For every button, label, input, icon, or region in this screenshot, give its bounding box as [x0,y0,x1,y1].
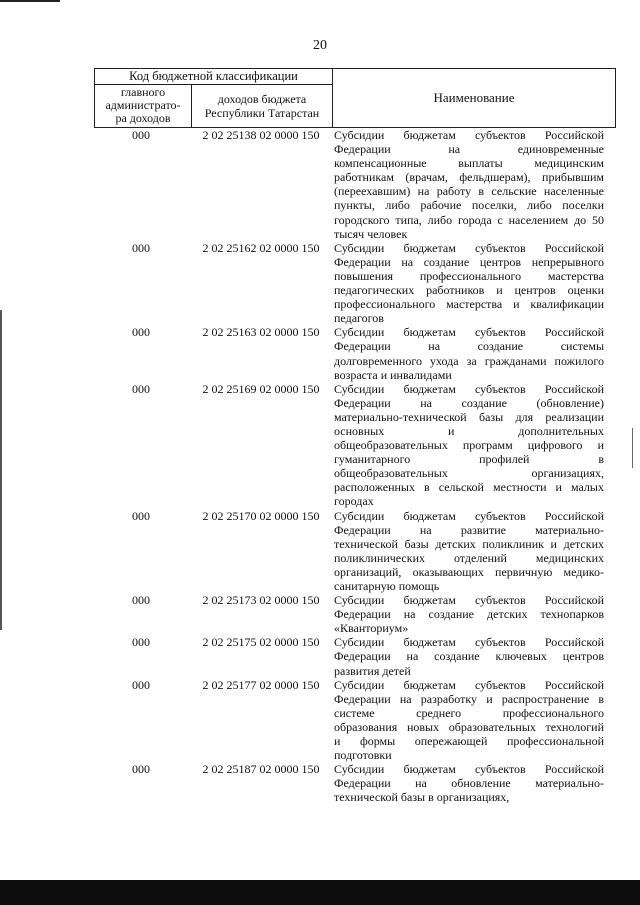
name-cell [334,382,604,509]
header-name-column: Наименование [433,90,515,105]
name-line: Федерации на создание центров непрерывного [334,254,604,269]
name-line: Федерации на создание ключевых центров [334,649,604,664]
admin-code-cell: 000 [132,508,150,523]
header-group-title: Код бюджетной классификации [95,69,333,85]
income-code-cell: 2 02 25173 02 0000 150 [202,593,320,608]
income-code-cell: 2 02 25177 02 0000 150 [202,677,320,692]
admin-code-cell: 000 [132,240,150,255]
name-line: Субсидии бюджетам субъектов Российской [334,240,604,255]
name-line: образования новых образовательных технологий [334,719,604,734]
header-income-column [192,85,333,127]
table-row [94,241,616,326]
name-line: педагогических работников и центров оценки [334,283,604,298]
name-line: основных и дополнительных [334,423,604,438]
name-line: Субсидии бюджетам субъектов Российской [334,325,604,340]
income-code-cell: 2 02 25138 02 0000 150 [202,128,320,142]
name-line: Федерации на единовременные [334,142,604,157]
name-line: «Кванториум» [334,621,409,636]
header-admin-line: администрато- [105,98,181,112]
scan-bottom-border [0,880,640,905]
admin-code-cell: 000 [132,325,150,340]
name-line: расположенных в сельской местности и малых [334,480,604,495]
name-line: Субсидии бюджетам субъектов Российской [334,762,604,777]
scan-mark-left-edge [0,310,2,630]
header-admin-line: главного [120,85,166,99]
header-admin-column [95,85,192,128]
table-header [94,68,616,128]
name-line: Федерации на создание системы [334,339,604,354]
name-line: технической базы детских поликлиник и детских [334,536,604,551]
name-line: Субсидии бюджетам субъектов Российской [334,677,604,692]
income-code-cell: 2 02 25187 02 0000 150 [202,762,320,777]
name-line: гуманитарного профилей в [334,452,604,467]
admin-code-cell: 000 [132,635,150,650]
name-line: профессионального мастерства и квалификации [334,297,604,312]
name-cell [334,128,604,241]
name-line: пункты, либо рабочие поселки, либо поселки [334,198,604,213]
name-line: Субсидии бюджетам субъектов Российской [334,635,604,650]
table-row [94,593,616,635]
name-line: Субсидии бюджетам субъектов Российской [334,593,604,608]
name-line: городах [334,494,374,509]
name-cell [334,593,604,635]
name-line: подготовки [334,748,392,763]
name-cell [334,762,604,804]
header-admin-line: ра доходов [115,111,171,125]
name-cell [334,635,604,677]
name-cell [334,678,604,763]
name-cell [334,509,604,594]
admin-code-cell: 000 [132,381,150,396]
admin-code-cell: 000 [132,593,150,608]
name-line: Федерации на разработку и распространение в [334,691,604,706]
name-cell [334,325,604,381]
income-code-cell: 2 02 25169 02 0000 150 [202,381,320,396]
header-income-line: Республики Татарстан [204,106,320,120]
income-code-cell: 2 02 25163 02 0000 150 [202,325,320,340]
name-line: педагогов [334,311,384,326]
table-row [94,128,616,241]
header-income-line: доходов бюджета [217,92,307,106]
table-body [94,128,616,805]
table-row [94,762,616,804]
name-line: работникам (врачам, фельдшерам), прибывшим [334,170,604,185]
table-row [94,382,616,509]
page-number: 20 [313,38,327,53]
name-line: материально-технической базы для реализации [334,409,604,424]
name-line: Федерации на создание детских технопарков [334,607,604,622]
name-line: компенсационные выплаты медицинским [334,156,604,171]
income-code-cell: 2 02 25162 02 0000 150 [202,240,320,255]
scan-mark-right-edge [632,428,633,468]
name-line: общеобразовательных организациях, [334,466,604,481]
name-line: технической базы в организациях, [334,790,510,805]
name-line: Федерации на создание (обновление) [334,395,604,410]
name-line: Субсидии бюджетам субъектов Российской [334,381,604,396]
name-line: Федерации на развитие материально- [334,522,604,537]
name-line: повышения профессионального мастерства [334,268,604,283]
name-line: и формы опережающей профессиональной [334,734,604,749]
name-line: организаций, оказывающих первичную медико- [334,564,604,579]
name-line: санитарную помощь [334,579,440,593]
admin-code-cell: 000 [132,677,150,692]
name-line: (переехавшим) на работу в сельские населенные [334,184,604,199]
income-code-cell: 2 02 25175 02 0000 150 [202,635,320,650]
name-cell [334,241,604,326]
budget-classification-table [94,68,616,805]
name-line: поликлинических отделений медицинских [334,550,604,565]
admin-code-cell: 000 [132,128,150,142]
name-line: развития детей [334,663,411,678]
table-row [94,509,616,594]
income-code-cell: 2 02 25170 02 0000 150 [202,508,320,523]
name-line: Субсидии бюджетам субъектов Российской [334,508,604,523]
name-line: системе среднего профессионального [334,705,604,720]
name-line: долговременного ухода за гражданами пожилого [334,353,604,368]
name-line: общеобразовательных программ цифрового и [334,438,604,453]
name-line: тысяч человек [334,226,408,241]
name-line: Федерации на обновление материально- [334,776,604,791]
table-row [94,325,616,381]
name-line: возраста и инвалидами [334,367,452,382]
table-row [94,635,616,677]
table-row [94,678,616,763]
name-line: городского типа, либо города с населением до 50 [334,212,604,227]
name-line: Субсидии бюджетам субъектов Российской [334,128,604,142]
admin-code-cell: 000 [132,762,150,777]
scan-mark-top-left [0,0,60,2]
